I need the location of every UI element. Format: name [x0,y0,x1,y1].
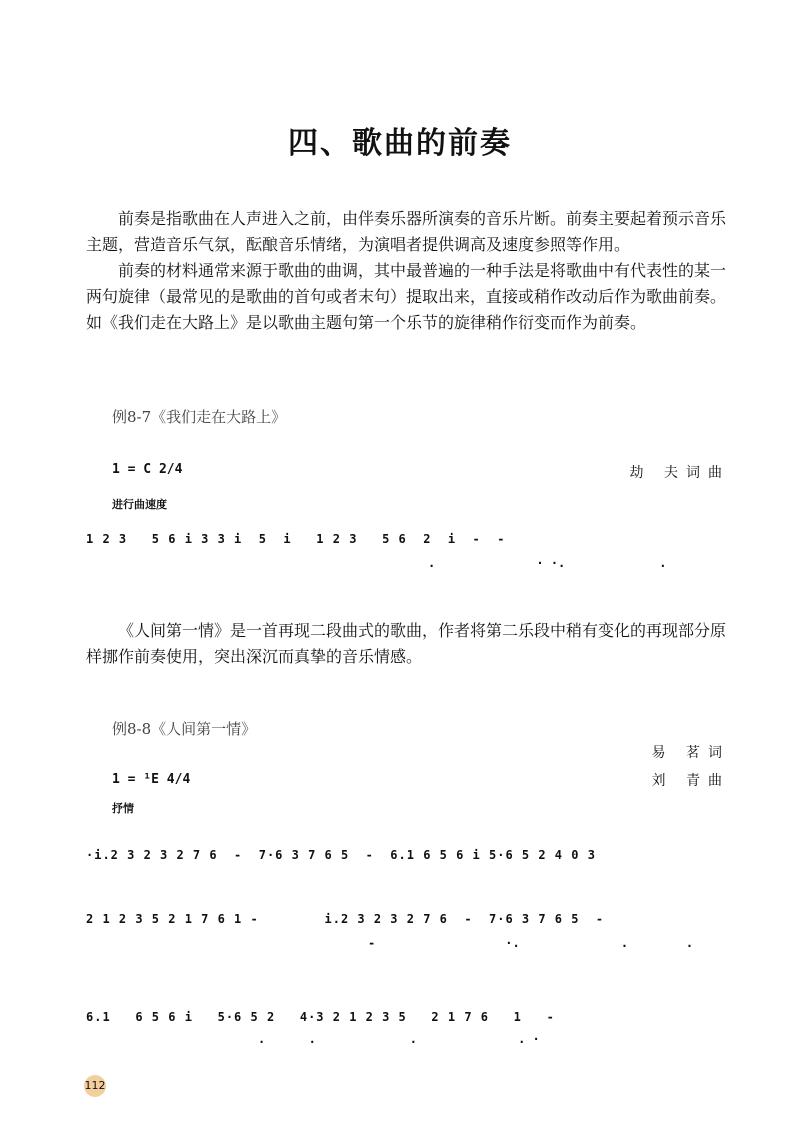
low-octave-dots: - ·. . . [368,936,694,950]
page-title: 四、歌曲的前奏 [288,126,512,161]
example-1-tempo: 进行曲速度 [112,498,167,511]
paragraph-1: 前奏是指歌曲在人声进入之前，由伴奏乐器所演奏的音乐片断。前奏主要起着预示音乐主题，营造音乐气氛，酝酿音乐情绪，为演唱者提供调高及速度参照等作用。 [86,209,727,254]
example-2-score-line-3: 6.1 6 5 6 i 5·6 5 2 4·3 2 1 2 3 5 2 1 7 6 1 - [86,1010,555,1024]
example-2-lyricist: 易 茗词 [651,745,730,761]
example-2-score-line-1: ·i.2 3 2 3 2 7 6 - 7·6 3 7 6 5 - 6.1 6 5 6 i 5·6 5 2 4 0 3 [86,848,596,862]
example-2-tempo: 抒情 [112,802,134,815]
paragraph-3: 《人间第一情》是一首再现二段曲式的歌曲，作者将第二乐段中稍有变化的再现部分原样挪作前奏使用，突出深沉而真挚的音乐情感。 [86,621,727,666]
example-1-credit: 劫 夫词曲 [629,465,730,481]
example-2-label: 例8-8《人间第一情》 [112,720,257,738]
paragraph-2: 前奏的材料通常来源于歌曲的曲调，其中最普遍的一种手法是将歌曲中有代表性的某一两句旋律（最常见的是歌曲的首句或者末句）提取出来，直接或稍作改动后作为歌曲前奏。如《我们走在大路上》是以歌曲主题句第一个乐节的旋律稍作衍变而作为前奏。 [86,261,727,332]
low-octave-dots: . · ·. . [428,556,667,570]
example-2-composer: 刘 青曲 [651,773,730,789]
low-octave-dots: . . . . · [258,1032,540,1046]
example-1-score-line-1: 1 2 3 5 6 i 3 3 i 5 i 1 2 3 5 6 2 i - - [86,532,506,546]
page-number: 112 [84,1075,106,1097]
example-1-label: 例8-7《我们走在大路上》 [112,408,287,426]
example-1-key-time: 1 = C 2/4 [112,462,183,477]
example-2-key-time: 1 = ¹E 4/4 [112,772,191,787]
example-2-score-line-2: 2 1 2 3 5 2 1 7 6 1 - i.2 3 2 3 2 7 6 - 7·6 3 7 6 5 - [86,912,605,926]
